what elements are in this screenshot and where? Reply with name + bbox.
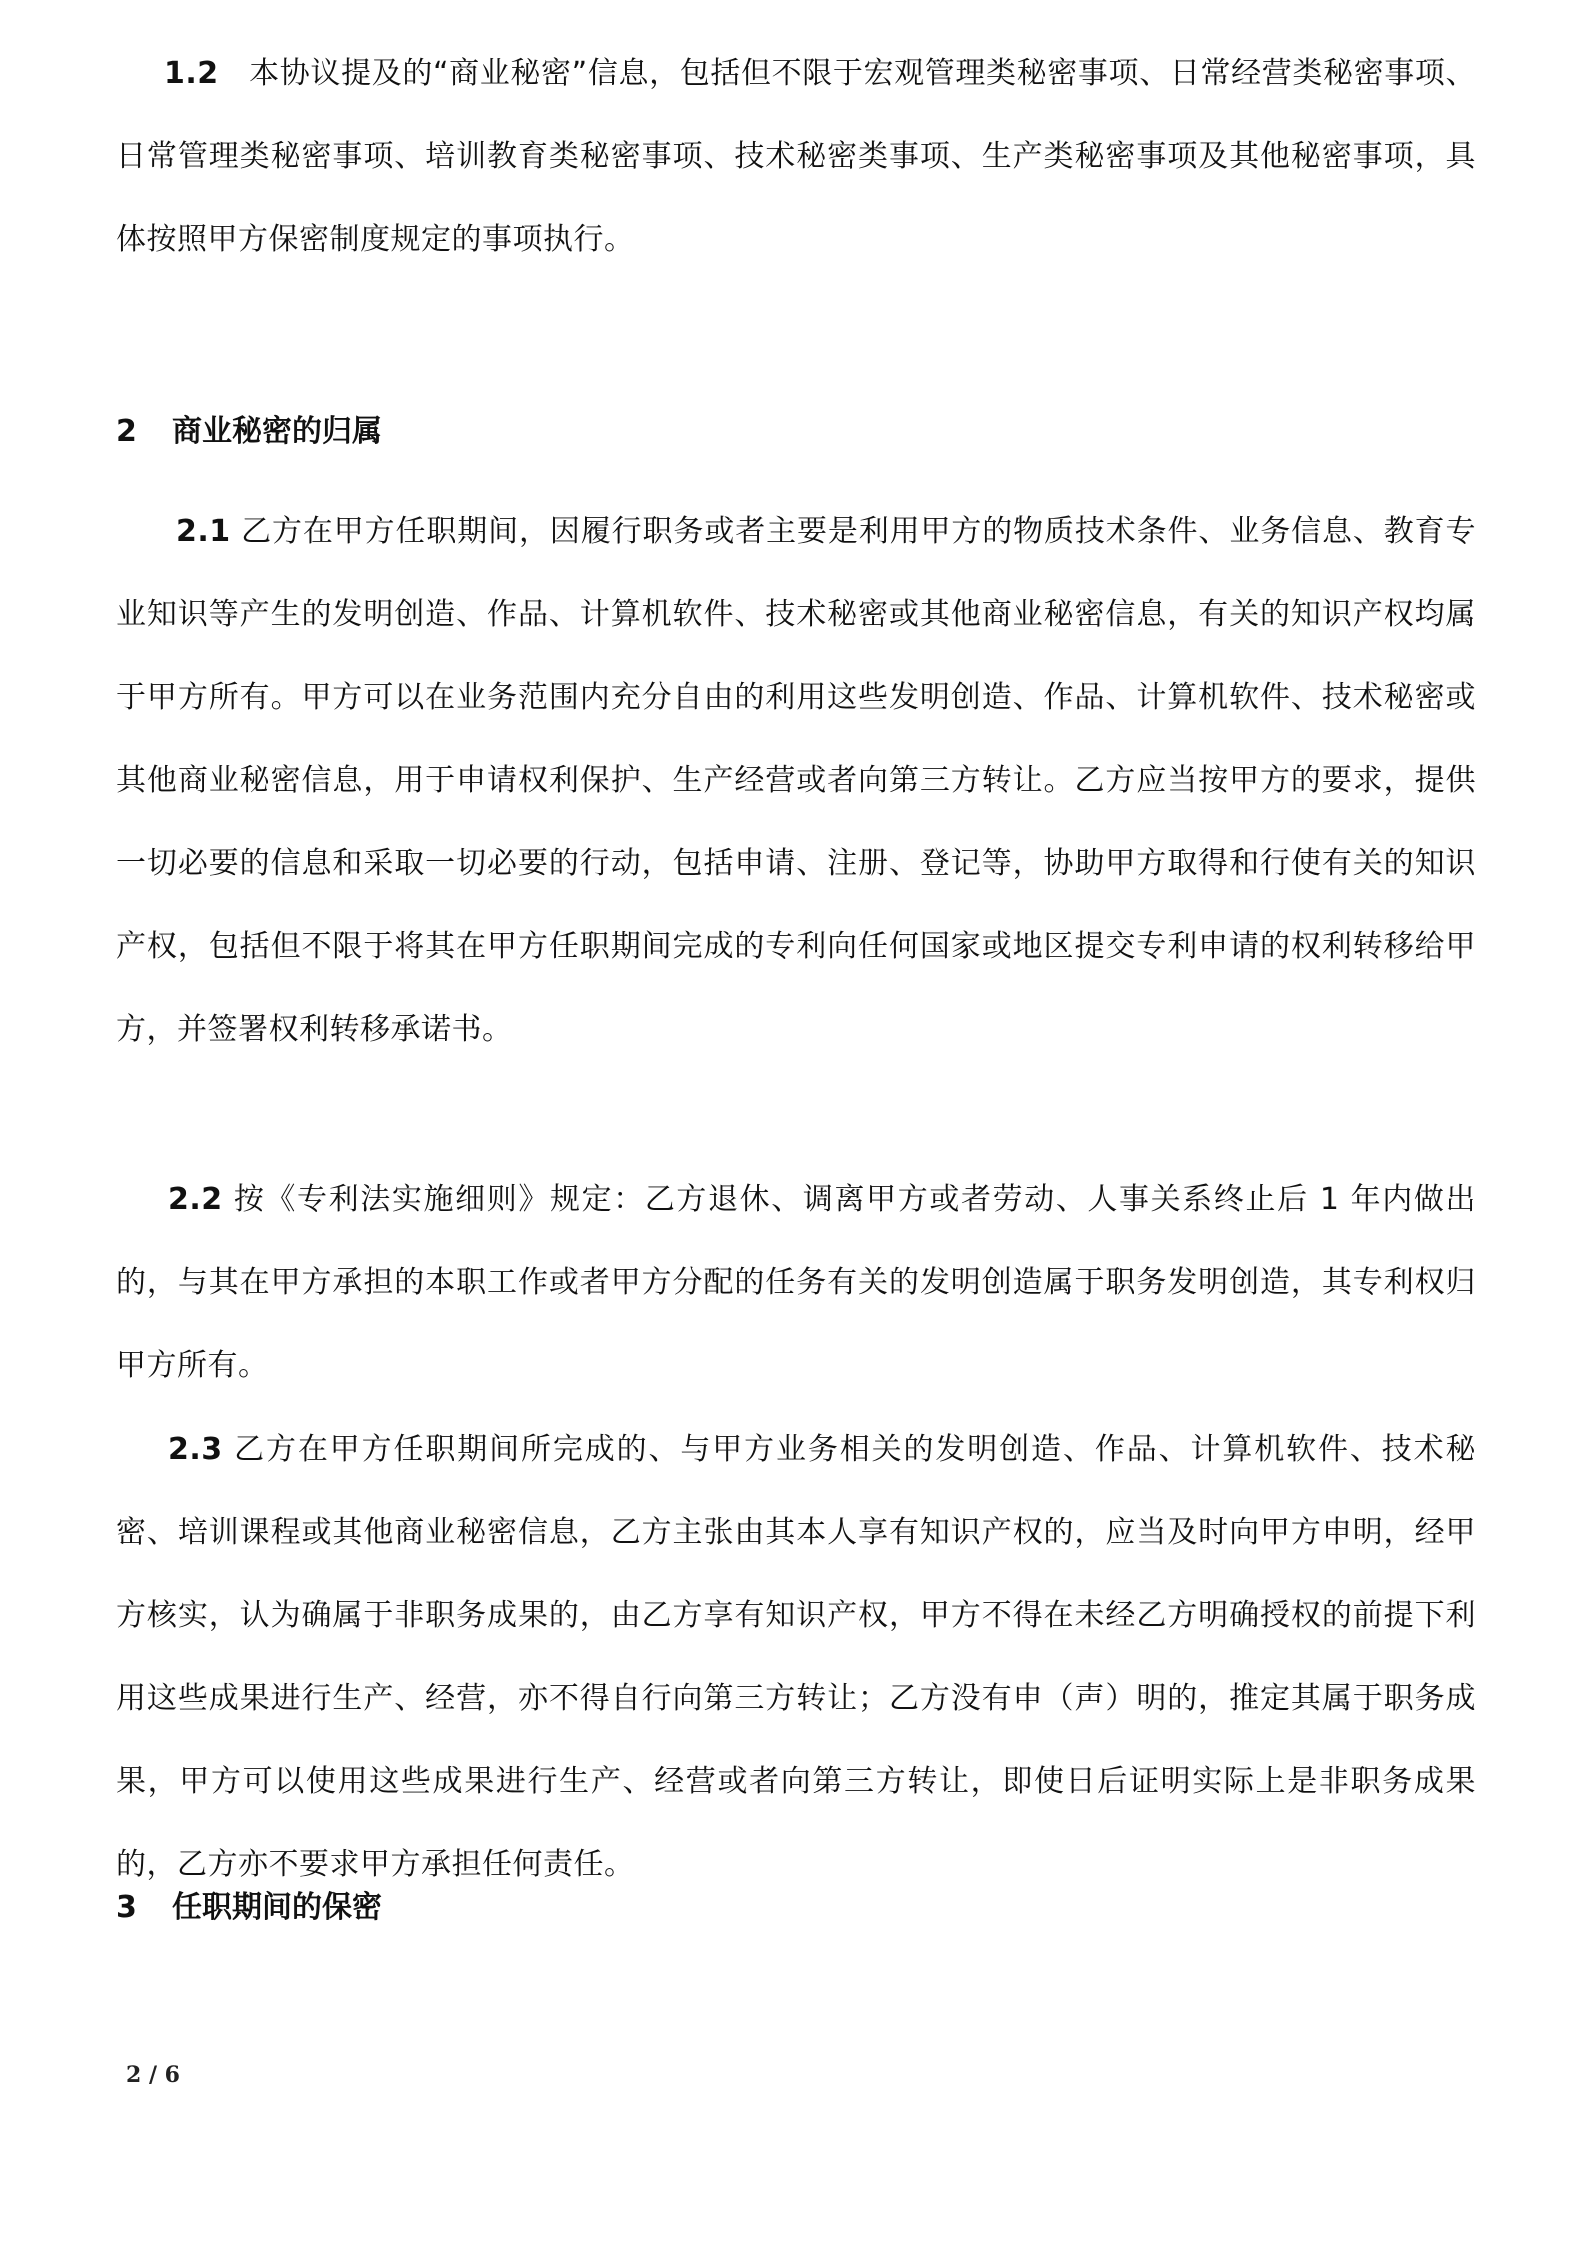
section-heading-3 xyxy=(116,1888,1476,1928)
clause-2-1 xyxy=(116,490,1476,1071)
section-title: 商业秘密的归属 xyxy=(172,414,382,449)
clause-text: 乙方在甲方任职期间，因履行职务或者主要是利用甲方的物质技术条件、业务信息、教育专业知识等产生的发明创造、作品、计算机软件、技术秘密或其他商业秘密信息，有关的知识产权均属于甲方所有。甲方可以在业务范围内充分自由的利用这些发明创造、作品、计算机软件、技术秘密或其他商业秘密信息，用于申请权利保护、生产经营或者向第三方转让。乙方应当按甲方的要求，提供一切必要的信息和采取一切必要的行动，包括申请、注册、登记等，协助甲方取得和行使有关的知识产权，包括但不限于将其在甲方任职期间完成的专利向任何国家或地区提交专利申请的权利转移给甲方，并签署权利转移承诺书。 xyxy=(116,514,1476,1047)
section-number: 3 xyxy=(116,1890,137,1925)
clause-number: 2.3 xyxy=(168,1432,223,1467)
clause-text: 乙方在甲方任职期间所完成的、与甲方业务相关的发明创造、作品、计算机软件、技术秘密、培训课程或其他商业秘密信息，乙方主张由其本人享有知识产权的，应当及时向甲方申明，经甲方核实，认为确属于非职务成果的，由乙方享有知识产权，甲方不得在未经乙方明确授权的前提下利用这些成果进行生产、经营，亦不得自行向第三方转让；乙方没有申（声）明的，推定其属于职务成果，甲方可以使用这些成果进行生产、经营或者向第三方转让，即使日后证明实际上是非职务成果的，乙方亦不要求甲方承担任何责任。 xyxy=(116,1432,1476,1882)
clause-text: 按《专利法实施细则》规定：乙方退休、调离甲方或者劳动、人事关系终止后 1 年内做出的，与其在甲方承担的本职工作或者甲方分配的任务有关的发明创造属于职务发明创造，其专利权归甲方所有。 xyxy=(116,1182,1476,1383)
section-title: 任职期间的保密 xyxy=(172,1890,382,1925)
clause-number: 2.1 xyxy=(176,514,231,549)
clause-text: 本协议提及的“商业秘密”信息，包括但不限于宏观管理类秘密事项、日常经营类秘密事项、日常管理类秘密事项、培训教育类秘密事项、技术秘密类事项、生产类秘密事项及其他秘密事项，具体按照甲方保密制度规定的事项执行。 xyxy=(116,56,1477,257)
clause-2-3 xyxy=(116,1408,1476,1906)
section-heading-2 xyxy=(116,412,1476,452)
page-number: 2 / 6 xyxy=(126,2062,180,2088)
section-number: 2 xyxy=(116,414,137,449)
clause-number: 2.2 xyxy=(168,1182,223,1217)
clause-number: 1.2 xyxy=(164,56,219,91)
clause-1-2 xyxy=(116,32,1476,281)
clause-2-2 xyxy=(116,1158,1476,1407)
